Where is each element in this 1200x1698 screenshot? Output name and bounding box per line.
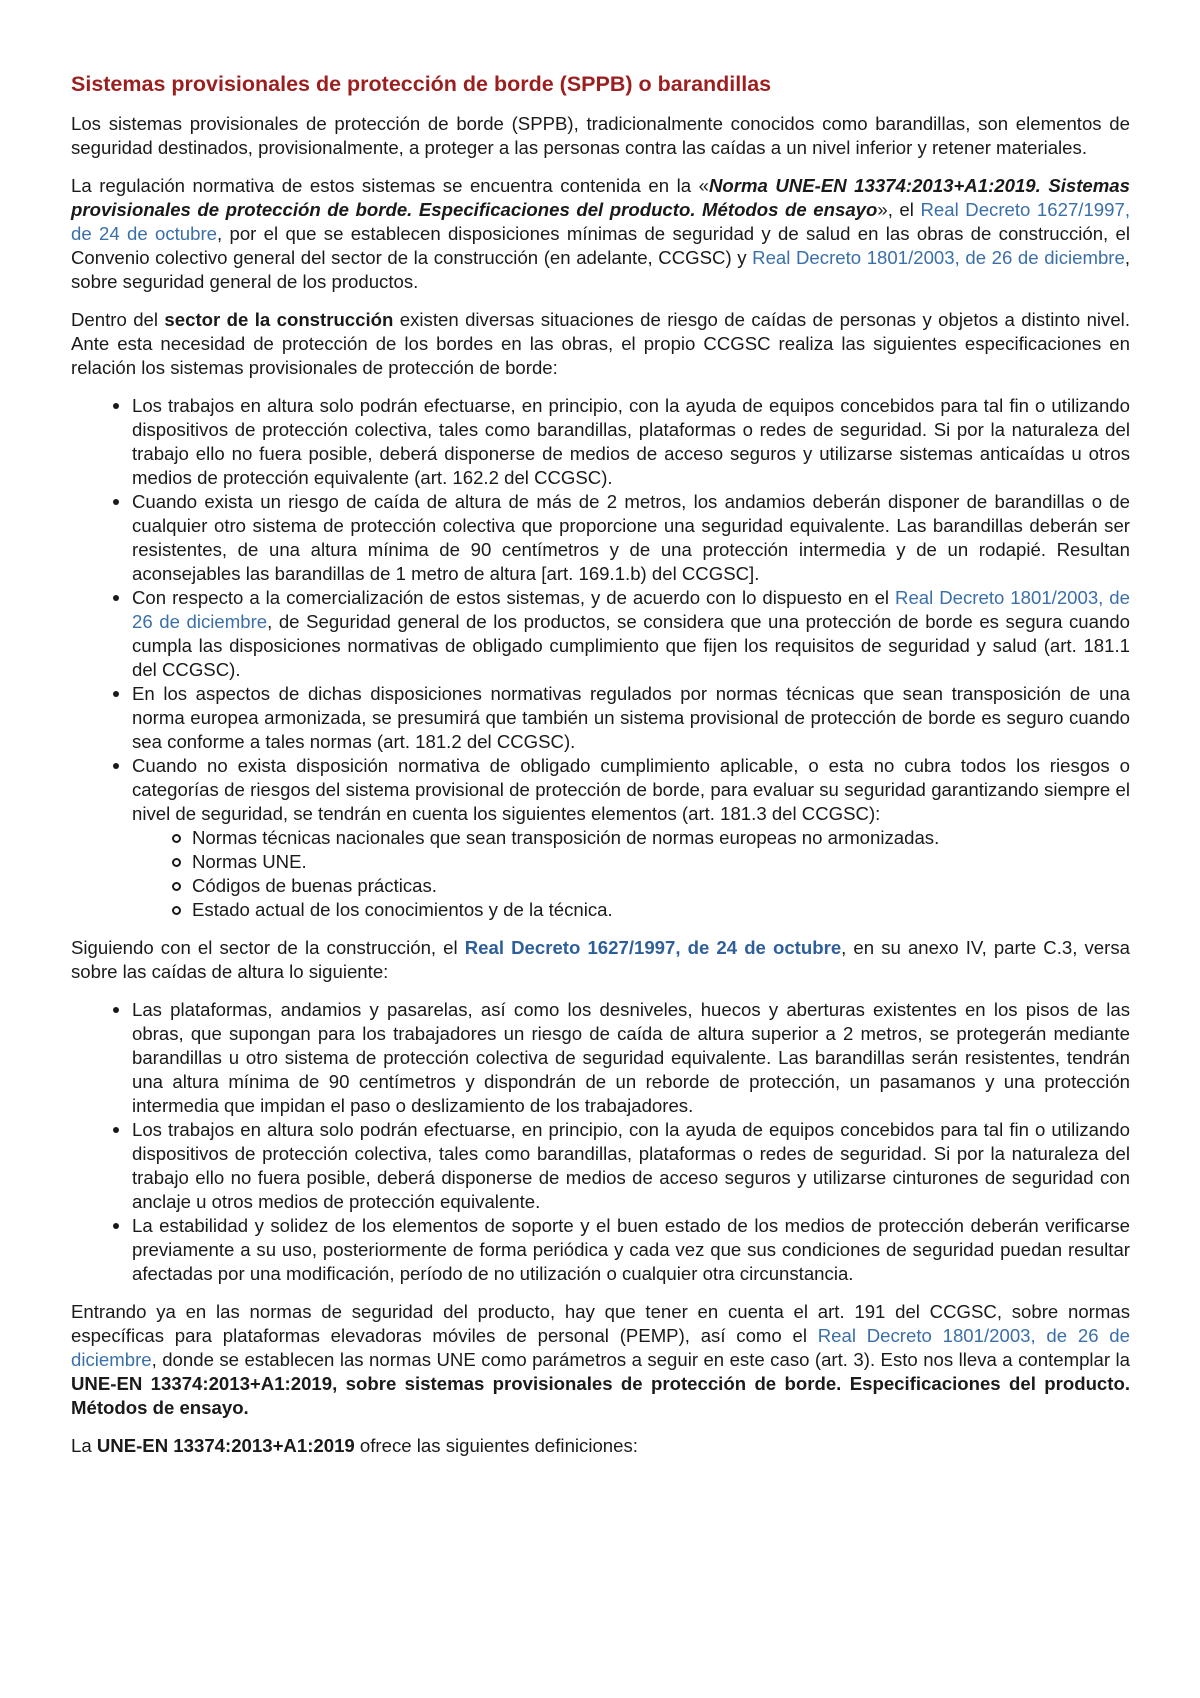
list-item: En los aspectos de dichas disposiciones normativas regulados por normas técnicas que sean transposición de una norma europea armonizada, se presumirá que también un sistema provisional de protección de borde es seguro cuando sea conforme a tales normas (art. 181.2 del CCGSC). [132,683,1130,752]
list-item: Las plataformas, andamios y pasarelas, así como los desniveles, huecos y aberturas existentes en los pisos de las obras, que supongan para los trabajadores un riesgo de caída de altura superior a 2 metros, se protegerán mediante barandillas u otro sistema de protección colectiva de seguridad equivalente. Las barandillas serán resistentes, tendrán una altura mínima de 90 centímetros y dispondrán de un reborde de protección, un pasamanos y una protección intermedia que impidan el paso o deslizamiento de los trabajadores. [132,999,1130,1116]
bold-norm-code: UNE-EN 13374:2013+A1:2019 [96,1435,355,1456]
link-rd-1801-2003[interactable]: Real Decreto 1801/2003, de 26 de diciembre [752,247,1125,268]
sublist-item: Normas UNE. [192,850,1130,874]
annex-iv-paragraph: Siguiendo con el sector de la construcción, el Real Decreto 1627/1997, de 24 de octubre, en su anexo IV, parte C.3, versa sobre las caídas de altura lo siguiente: [71,937,1130,982]
bold-construction-sector: sector de la construcción [164,309,394,330]
list-item: Cuando no exista disposición normativa de obligado cumplimiento aplicable, o esta no cubra todos los riesgos o categorías de riesgos del sistema provisional de protección de borde, para evaluar su seguridad garantizando siempre el nivel de seguridad, se tendrán en cuenta los siguientes elementos (art. 181.3 del CCGSC): Normas técnicas nacionales que sean transposición de normas europeas no armonizadas. Normas UNE. Códigos de buenas prácticas. Estado actual de los conocimientos y de la técnica. [132,755,1130,920]
list-item: La estabilidad y solidez de los elementos de soporte y el buen estado de los medios de protección deberán verificarse previamente a su uso, posteriormente de forma periódica y cada vez que sus condiciones de seguridad puedan resultar afectadas por una modificación, período de no utilización o cualquier otra circunstancia. [132,1215,1130,1284]
link-rd-1801-2003[interactable]: Real Decreto 1801/2003, de 26 de diciembre [132,587,1130,632]
construction-sector-paragraph: Dentro del sector de la construcción existen diversas situaciones de riesgo de caídas de personas y objetos a distinto nivel. Ante esta necesidad de protección de los bordes en las obras, el propio CCGSC realiza las siguientes especificaciones en relación los sistemas provisionales de protección de borde: [71,309,1130,378]
link-rd-1627-1997[interactable]: Real Decreto 1627/1997, de 24 de octubre [464,937,842,958]
link-rd-1627-1997[interactable]: Real Decreto 1627/1997, de 24 de octubre [71,199,1130,244]
bold-norm-reference: UNE-EN 13374:2013+A1:2019, sobre sistemas provisionales de protección de borde. Especificaciones del producto. Métodos de ensayo. [71,1373,1130,1418]
annex-iv-list [71,998,1130,1286]
list-item: Cuando exista un riesgo de caída de altura de más de 2 metros, los andamios deberán disponer de barandillas o de cualquier otro sistema de protección colectiva que proporcione una seguridad equivalente. Las barandillas deberán ser resistentes, de una altura mínima de 90 centímetros y de una protección intermedia y de un rodapié. Resultan aconsejables las barandillas de 1 metro de altura [art. 169.1.b) del CCGSC]. [132,491,1130,584]
sublist-item: Estado actual de los conocimientos y de la técnica. [192,898,1130,922]
sublist-item: Códigos de buenas prácticas. [192,874,1130,898]
list-item: Los trabajos en altura solo podrán efectuarse, en principio, con la ayuda de equipos concebidos para tal fin o utilizando dispositivos de protección colectiva, tales como barandillas, plataformas o redes de seguridad. Si por la naturaleza del trabajo ello no fuera posible, deberá disponerse de medios de acceso seguros y utilizarse sistemas anticaídas u otros medios de protección equivalente (art. 162.2 del CCGSC). [132,395,1130,488]
norm-title: Norma UNE-EN 13374:2013+A1:2019. Sistemas provisionales de protección de borde. Especificaciones del producto. Métodos de ensayo [71,175,1130,220]
ccgsc-specifications-list [71,394,1130,922]
regulation-paragraph: La regulación normativa de estos sistemas se encuentra contenida en la «Norma UNE-EN 13374:2013+A1:2019. Sistemas provisionales de protección de borde. Especificaciones del producto. Métodos de ensayo», el Real Decreto 1627/1997, de 24 de octubre, por el que se establecen disposiciones mínimas de seguridad y de salud en las obras de construcción, el Convenio colectivo general del sector de la construcción (en adelante, CCGSC) y Real Decreto 1801/2003, de 26 de diciembre, sobre seguridad general de los productos. [71,175,1130,292]
sublist-item: Normas técnicas nacionales que sean transposición de normas europeas no armonizadas. [192,826,1130,850]
list-item: Los trabajos en altura solo podrán efectuarse, en principio, con la ayuda de equipos concebidos para tal fin o utilizando dispositivos de protección colectiva, tales como barandillas, plataformas o redes de seguridad. Si por la naturaleza del trabajo ello no fuera posible, deberá disponerse de medios de acceso seguros y utilizarse cinturones de seguridad con anclaje u otros medios de protección equivalente. [132,1119,1130,1212]
definitions-paragraph: La UNE-EN 13374:2013+A1:2019 ofrece las siguientes definiciones: [71,1435,638,1456]
page-title: Sistemas provisionales de protección de borde (SPPB) o barandillas [71,72,772,96]
link-rd-1801-2003[interactable]: Real Decreto 1801/2003, de 26 de diciembre [71,1325,1130,1370]
list-item: Con respecto a la comercialización de estos sistemas, y de acuerdo con lo dispuesto en el Real Decreto 1801/2003, de 26 de diciembre, de Seguridad general de los productos, se considera que una protección de borde es segura cuando cumpla las disposiciones normativas de obligado cumplimiento que fijen los requisitos de seguridad y salud (art. 181.1 del CCGSC). [132,587,1130,680]
product-safety-paragraph: Entrando ya en las normas de seguridad del producto, hay que tener en cuenta el art. 191 del CCGSC, sobre normas específicas para plataformas elevadoras móviles de personal (PEMP), así como el Real Decreto 1801/2003, de 26 de diciembre, donde se establecen las normas UNE como parámetros a seguir en este caso (art. 3). Esto nos lleva a contemplar la UNE-EN 13374:2013+A1:2019, sobre sistemas provisionales de protección de borde. Especificaciones del producto. Métodos de ensayo. [71,1301,1130,1418]
evaluation-elements-sublist [132,826,1130,922]
intro-paragraph: Los sistemas provisionales de protección de borde (SPPB), tradicionalmente conocidos como barandillas, son elementos de seguridad destinados, provisionalmente, a proteger a las personas contra las caídas a un nivel inferior y retener materiales. [71,113,1130,158]
